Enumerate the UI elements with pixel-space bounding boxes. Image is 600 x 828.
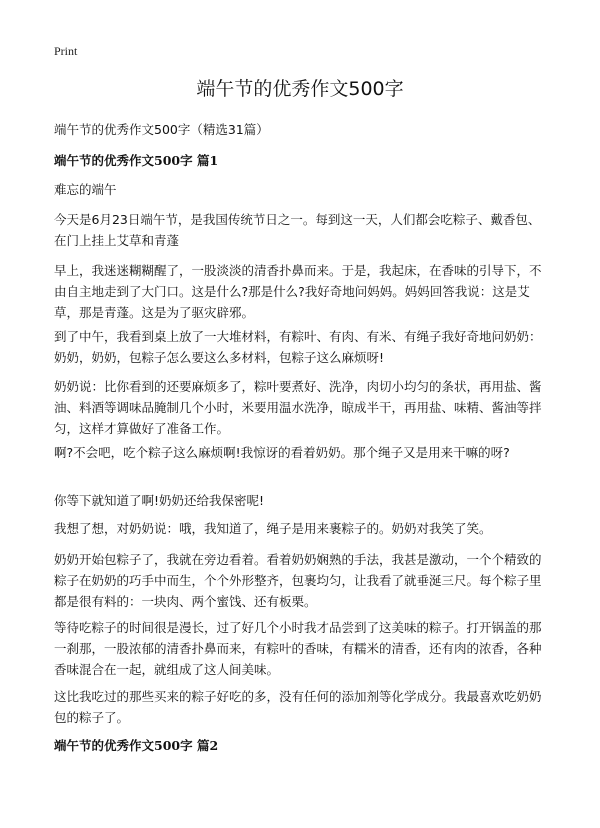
paragraph-10: 等待吃粽子的时间很是漫长，过了好几个小时我才品尝到了这美味的粽子。打开锅盖的那一刹那，一股浓郁的清香扑鼻而来，有粽叶的香味，有糯米的清香，还有肉的浓香，各种香味混合在一起，就组成了这人间美味。 — [54, 620, 542, 677]
paragraph-1: 难忘的端午 — [54, 182, 117, 197]
paragraph-6: 啊?不会吧，吃个粽子这么麻烦啊!我惊讶的看着奶奶。那个绳子又是用来干嘛的呀? — [54, 445, 510, 460]
paragraph-5: 奶奶说：比你看到的还要麻烦多了，粽叶要煮好、洗净，肉切小均匀的条状，再用盐、酱油、料酒等调味品腌制几个小时，米要用温水洗净，晾成半干，再用盐、味精、酱油等拌匀，这样才算做好了准备工作。 — [54, 379, 542, 436]
section-heading-1: 端午节的优秀作文500字 篇1 — [54, 153, 219, 168]
page-title: 端午节的优秀作文500字 — [196, 78, 404, 100]
paragraph-3: 早上，我迷迷糊糊醒了，一股淡淡的清香扑鼻而来。于是，我起床，在香味的引导下，不由自主地走到了大门口。这是什么?那是什么?我好奇地问妈妈。妈妈回答我说：这是艾草，那是青蓬。这是为了驱灾辟邪。 — [54, 263, 542, 320]
paragraph-4: 到了中午，我看到桌上放了一大堆材料，有粽叶、有肉、有米、有绳子我好奇地问奶奶：奶奶，奶奶，包粽子怎么要这么多材料，包粽子这么麻烦呀! — [54, 329, 542, 365]
document-subtitle: 端午节的优秀作文500字（精选31篇） — [54, 122, 269, 137]
paragraph-8: 我想了想，对奶奶说：哦，我知道了，绳子是用来裹粽子的。奶奶对我笑了笑。 — [54, 521, 492, 536]
print-label: Print — [54, 44, 78, 58]
paragraph-2: 今天是6月23日端午节，是我国传统节日之一。每到这一天，人们都会吃粽子、戴香包、在门上挂上艾草和青蓬 — [54, 212, 541, 248]
paragraph-9: 奶奶开始包粽子了，我就在旁边看着。看着奶奶娴熟的手法，我甚是激动，一个个精致的粽子在奶奶的巧手中而生，个个外形整齐，包裹均匀，让我看了就垂涎三尺。每个粽子里都是很有料的：一块肉、两个蜜饯、还有板栗。 — [54, 552, 542, 609]
section-heading-2: 端午节的优秀作文500字 篇2 — [54, 738, 219, 753]
paragraph-11: 这比我吃过的那些买来的粽子好吃的多，没有任何的添加剂等化学成分。我最喜欢吃奶奶包的粽子了。 — [54, 689, 542, 725]
paragraph-7: 你等下就知道了啊!奶奶还给我保密呢! — [54, 493, 265, 508]
